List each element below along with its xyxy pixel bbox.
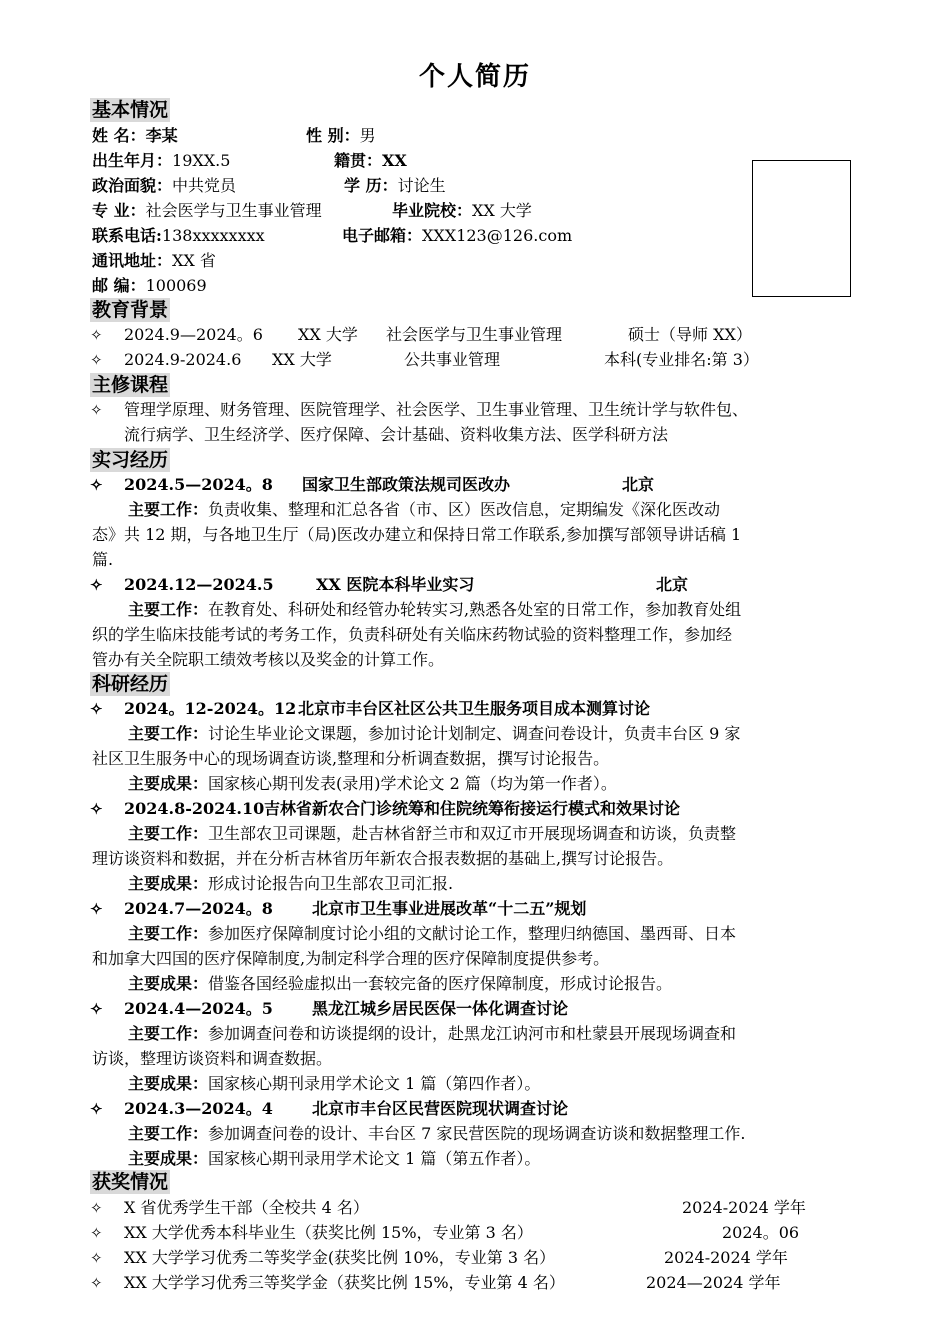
research-result: [128, 973, 672, 995]
education-degree: 本科(专业排名:第 3）: [604, 350, 759, 369]
section-heading-internships: 实习经历: [92, 449, 169, 471]
gender-label: 性 别：: [306, 126, 360, 145]
page-title: 个人简历: [418, 62, 531, 92]
research-title: 北京市丰台区社区公共卫生服务项目成本测算讨论: [298, 699, 651, 718]
work-text: 访谈，整理访谈资料和调查数据。: [92, 1049, 333, 1068]
work-text: 态》共 12 期，与各地卫生厅（局)医改办建立和保持日常工作联系,参加撰写部领导讲话稿 1: [92, 525, 742, 544]
result-text: 形成讨论报告向卫生部农卫司汇报.: [208, 874, 454, 893]
work-text: 参加调查问卷的设计、丰台区 7 家民营医院的现场调查访谈和数据整理工作.: [208, 1124, 746, 1143]
bullet-icon: ✧: [90, 576, 103, 594]
result-text: 国家核心期刊录用学术论文 1 篇（第四作者）。: [208, 1074, 541, 1093]
name-row: [92, 125, 178, 147]
origin-row: [334, 150, 407, 172]
research-result: [128, 873, 453, 895]
result-label: 主要成果：: [128, 774, 209, 793]
award-name: XX 大学优秀本科毕业生（获奖比例 15%，专业第 3 名）: [124, 1223, 533, 1242]
work-label: 主要工作：: [128, 500, 209, 519]
birth-row: [92, 150, 230, 172]
work-text: 织的学生临床技能考试的考务工作，负责科研处有关临床药物试验的资料整理工作，参加经: [92, 625, 733, 644]
work-label: 主要工作：: [128, 824, 209, 843]
result-label: 主要成果：: [128, 1149, 209, 1168]
award-year: 2024-2024 学年: [664, 1248, 788, 1267]
education-degree: 硕士（导师 XX）: [628, 325, 752, 344]
bullet-icon: ✧: [90, 1274, 103, 1292]
school-row: [392, 200, 532, 222]
research-result: [128, 773, 617, 795]
email-value: XXX123@126.com: [422, 226, 573, 245]
bullet-icon: ✧: [90, 700, 103, 718]
research-work: [128, 823, 736, 845]
award-name: XX 大学学习优秀三等奖学金（获奖比例 15%，专业第 4 名）: [124, 1273, 565, 1292]
politics-label: 政治面貌：: [92, 176, 173, 195]
result-label: 主要成果：: [128, 1074, 209, 1093]
work-text: 参加调查问卷和访谈提纲的设计，赴黑龙江讷河市和杜蒙县开展现场调查和: [208, 1024, 737, 1043]
work-text: 参加医疗保障制度讨论小组的文献讨论工作，整理归纳德国、墨西哥、日本: [208, 924, 737, 943]
address-row: [92, 250, 216, 272]
work-text: 卫生部农卫司课题，赴吉林省舒兰市和双辽市开展现场调查和访谈，负责整: [208, 824, 737, 843]
work-label: 主要工作：: [128, 1124, 209, 1143]
gender-row: [306, 125, 376, 147]
courses-line: 管理学原理、财务管理、医院管理学、社会医学、卫生事业管理、卫生统计学与软件包、: [124, 400, 749, 419]
section-heading-research: 科研经历: [92, 673, 169, 695]
name-label: 姓 名：: [92, 126, 146, 145]
result-text: 国家核心期刊录用学术论文 1 篇（第五作者）。: [208, 1149, 541, 1168]
internship-work: [128, 499, 720, 521]
internship-org: 国家卫生部政策法规司医改办: [302, 475, 511, 494]
award-name: X 省优秀学生干部（全校共 4 名）: [124, 1198, 369, 1217]
award-name: XX 大学学习优秀二等奖学金(获奖比例 10%，专业第 3 名）: [124, 1248, 556, 1267]
section-heading-awards: 获奖情况: [92, 1171, 169, 1193]
bullet-icon: ✧: [90, 401, 103, 419]
bullet-icon: ✧: [90, 351, 103, 369]
education-date: 2024.9—2024。6: [124, 325, 263, 344]
birth-value: 19XX.5: [172, 151, 231, 170]
award-year: 2024。06: [722, 1223, 800, 1242]
research-work: [128, 1123, 745, 1145]
research-date: 2024.3—2024。4: [124, 1099, 273, 1118]
bullet-icon: ✧: [90, 900, 103, 918]
major-label: 专 业：: [92, 201, 146, 220]
work-text: 在教育处、科研处和经管办轮转实习,熟悉各处室的日常工作，参加教育处组: [208, 600, 742, 619]
internship-date: 2024.12—2024.5: [124, 575, 274, 594]
school-value: XX 大学: [472, 201, 532, 220]
politics-value: 中共党员: [172, 176, 237, 195]
research-result: [128, 1148, 540, 1170]
birth-label: 出生年月：: [92, 151, 173, 170]
politics-row: [92, 175, 236, 197]
research-date: 2024.4—2024。5: [124, 999, 273, 1018]
work-text: 管办有关全院职工绩效考核以及奖金的计算工作。: [92, 650, 445, 669]
result-label: 主要成果：: [128, 974, 209, 993]
research-date: 2024.7—2024。8: [124, 899, 273, 918]
internship-org: XX 医院本科毕业实习: [316, 575, 475, 594]
work-label: 主要工作：: [128, 924, 209, 943]
research-title: 北京市卫生事业进展改革“十二五”规划: [312, 899, 587, 918]
section-heading-education: 教育背景: [92, 299, 169, 321]
bullet-icon: ✧: [90, 800, 103, 818]
gender-value: 男: [359, 126, 376, 145]
internship-work: [128, 599, 741, 621]
zip-row: [92, 275, 207, 297]
phone-value: 138xxxxxxxx: [161, 226, 265, 245]
email-row: [342, 225, 572, 247]
bullet-icon: ✧: [90, 1000, 103, 1018]
education-date: 2024.9-2024.6: [124, 350, 242, 369]
bullet-icon: ✧: [90, 1224, 103, 1242]
address-value: XX 省: [172, 251, 216, 270]
research-title: 北京市丰台区民营医院现状调查讨论: [312, 1099, 569, 1118]
photo-placeholder: [752, 160, 851, 297]
work-text: 负责收集、整理和汇总各省（市、区）医改信息，定期编发《深化医改动: [208, 500, 721, 519]
courses-line: 流行病学、卫生经济学、医疗保障、会计基础、资料收集方法、医学科研方法: [124, 425, 669, 444]
bullet-icon: ✧: [90, 1249, 103, 1267]
zip-label: 邮 编：: [92, 276, 146, 295]
major-value: 社会医学与卫生事业管理: [145, 201, 322, 220]
internship-date: 2024.5—2024。8: [124, 475, 273, 494]
research-title: 吉林省新农合门诊统筹和住院统筹衔接运行模式和效果讨论: [264, 799, 681, 818]
work-text: 理访谈资料和数据，并在分析吉林省历年新农合报表数据的基础上,撰写讨论报告。: [92, 849, 674, 868]
work-label: 主要工作：: [128, 724, 209, 743]
zip-value: 100069: [145, 276, 207, 295]
name-value: 李某: [145, 126, 178, 145]
education-major: 公共事业管理: [404, 350, 501, 369]
degree-row: [344, 175, 446, 197]
research-date: 2024。12-2024。12: [124, 699, 297, 718]
bullet-icon: ✧: [90, 1199, 103, 1217]
bullet-icon: ✧: [90, 476, 103, 494]
work-text: 篇.: [92, 550, 114, 569]
degree-label: 学 历：: [344, 176, 398, 195]
section-heading-courses: 主修课程: [92, 374, 169, 396]
education-school: XX 大学: [272, 350, 332, 369]
education-school: XX 大学: [298, 325, 358, 344]
work-text: 和加拿大四国的医疗保障制度,为制定科学合理的医疗保障制度提供参考。: [92, 949, 610, 968]
section-heading-basic: 基本情况: [92, 99, 169, 121]
research-title: 黑龙江城乡居民医保一体化调查讨论: [312, 999, 569, 1018]
award-year: 2024-2024 学年: [682, 1198, 806, 1217]
major-row: [92, 200, 322, 222]
internship-city: 北京: [622, 475, 655, 494]
result-text: 借鉴各国经验虚拟出一套较完备的医疗保障制度，形成讨论报告。: [208, 974, 673, 993]
work-text: 社区卫生服务中心的现场调查访谈,整理和分析调查数据，撰写讨论报告。: [92, 749, 610, 768]
research-date: 2024.8-2024.10: [124, 799, 265, 818]
research-work: [128, 923, 736, 945]
origin-label: 籍贯：: [334, 151, 383, 170]
result-text: 国家核心期刊发表(录用)学术论文 2 篇（均为第一作者）。: [208, 774, 617, 793]
research-work: [128, 723, 740, 745]
degree-value: 讨论生: [397, 176, 446, 195]
school-label: 毕业院校：: [392, 201, 473, 220]
work-text: 讨论生毕业论文课题，参加讨论计划制定、调查问卷设计，负责丰台区 9 家: [208, 724, 741, 743]
origin-value: XX: [382, 151, 407, 170]
research-result: [128, 1073, 540, 1095]
address-label: 通讯地址：: [92, 251, 173, 270]
research-work: [128, 1023, 736, 1045]
work-label: 主要工作：: [128, 600, 209, 619]
bullet-icon: ✧: [90, 326, 103, 344]
bullet-icon: ✧: [90, 1100, 103, 1118]
result-label: 主要成果：: [128, 874, 209, 893]
education-major: 社会医学与卫生事业管理: [386, 325, 563, 344]
phone-label: 联系电话:: [92, 226, 162, 245]
award-year: 2024—2024 学年: [646, 1273, 781, 1292]
work-label: 主要工作：: [128, 1024, 209, 1043]
email-label: 电子邮箱：: [342, 226, 423, 245]
internship-city: 北京: [656, 575, 689, 594]
phone-row: [92, 225, 265, 247]
